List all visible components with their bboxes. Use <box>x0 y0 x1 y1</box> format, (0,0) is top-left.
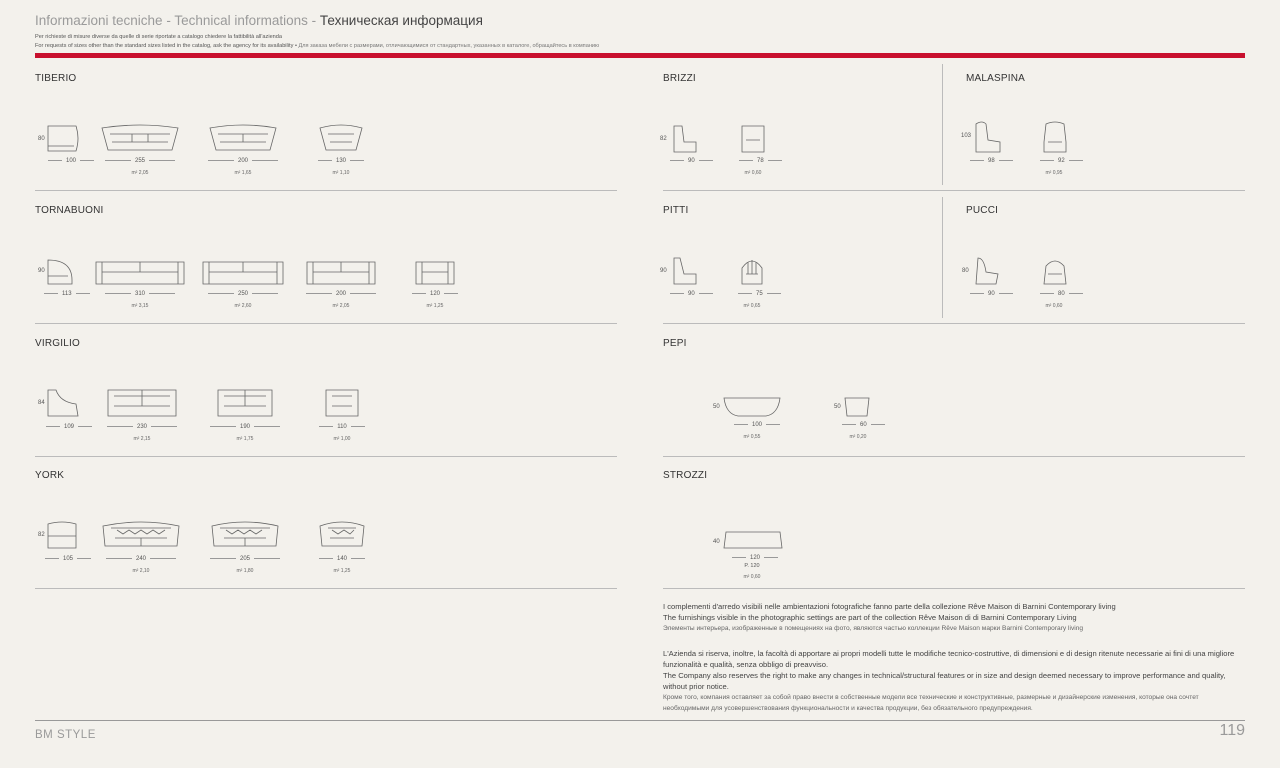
height-dim: 90 <box>660 268 667 274</box>
height-dim: 80 <box>38 136 45 142</box>
tornabuoni-side-drawing <box>46 258 76 286</box>
pepi-table100-drawing <box>722 396 782 418</box>
depth-dim: 105 <box>41 556 83 562</box>
note-en-ru <box>35 43 599 49</box>
virgilio-sofa230-drawing <box>104 388 180 418</box>
depth-dim: 90 <box>966 291 1002 297</box>
area-label: m² 2,60 <box>234 303 252 309</box>
height-dim: 40 <box>713 539 720 545</box>
width-dim: 310 <box>100 291 180 297</box>
area-label: m² 1,80 <box>236 568 254 574</box>
depth-dim: 90 <box>666 291 702 297</box>
height-dim: 103 <box>961 133 972 139</box>
divider <box>35 323 617 324</box>
note-p2-en: The Company also reserves the right to make any changes in technical/structural features or in size and design deemed necessary to improve performance and quality, without prior notice. <box>663 671 1226 691</box>
width-dim: 190 <box>205 424 285 430</box>
height-dim: 82 <box>660 136 667 142</box>
virgilio-armchair-drawing <box>322 388 362 418</box>
york-armchair-drawing <box>318 520 366 550</box>
tornabuoni-sofa250-drawing <box>201 258 285 286</box>
accent-bar <box>35 53 1245 58</box>
area-label: m² 0,65 <box>743 303 761 309</box>
section-title: MALASPINA <box>966 73 1026 84</box>
depth-dim: 109 <box>42 424 84 430</box>
width-dim: 78 <box>735 158 771 164</box>
divider <box>663 323 1245 324</box>
width-dim: 60 <box>838 422 878 428</box>
width-dim: 250 <box>203 291 283 297</box>
divider <box>663 456 1245 457</box>
virgilio-sofa190-drawing <box>214 388 276 418</box>
tiberio-armchair-drawing <box>318 124 364 154</box>
section-title: PEPI <box>663 338 687 349</box>
width-dim: 230 <box>102 424 182 430</box>
width-dim: 200 <box>203 158 283 164</box>
divider <box>35 588 617 589</box>
area-label: m² 0,55 <box>743 434 761 440</box>
divider <box>663 588 1245 589</box>
brizzi-front-drawing <box>740 124 766 154</box>
area-label: m² 1,65 <box>234 170 252 176</box>
depth-dim: 90 <box>666 158 702 164</box>
note-p1-en: The furnishings visible in the photographic settings are part of the collection Rêve Maison di di Barnini Contemporary Living <box>663 613 1077 622</box>
width-dim: 120 <box>405 291 465 297</box>
note-p1-ru: Элементы интерьера, изображенные в помещениях на фото, являются частью коллекции Rêve Maison марки Barnini Contemporary living <box>663 625 1084 632</box>
section-title: BRIZZI <box>663 73 696 84</box>
note-it: Per richieste di misure diverse da quelle di serie riportate a catalogo chiedere la fattibilità all'azienda <box>35 34 283 40</box>
depth-dim: 113 <box>40 291 82 297</box>
area-label: m² 0,20 <box>849 434 867 440</box>
section-title: TIBERIO <box>35 73 77 84</box>
malaspina-side-drawing <box>972 120 1002 154</box>
width-dim: 140 <box>312 556 372 562</box>
brizzi-side-drawing <box>670 124 698 154</box>
title-ru: Техническая информация <box>319 13 483 28</box>
area-label: m² 1,25 <box>333 568 351 574</box>
york-sofa240-drawing <box>101 520 181 550</box>
width-dim: 255 <box>100 158 180 164</box>
depth-label: P. 120 <box>744 563 760 569</box>
divider-vertical <box>942 197 943 318</box>
page-title <box>35 13 483 28</box>
divider <box>663 190 1245 191</box>
section-title: VIRGILIO <box>35 338 80 349</box>
height-dim: 84 <box>38 400 45 406</box>
area-label: m² 0,60 <box>1045 303 1063 309</box>
york-side-drawing <box>46 520 80 550</box>
tiberio-sofa3-drawing <box>100 124 180 154</box>
depth-dim: 100 <box>44 158 86 164</box>
width-dim: 240 <box>101 556 181 562</box>
tornabuoni-sofa310-drawing <box>94 258 186 286</box>
divider <box>35 456 617 457</box>
tiberio-side-drawing <box>46 124 82 154</box>
area-label: m² 3,15 <box>131 303 149 309</box>
york-sofa205-drawing <box>210 520 280 550</box>
pitti-front-drawing <box>740 256 764 286</box>
area-label: m² 1,00 <box>333 436 351 442</box>
height-dim: 90 <box>38 268 45 274</box>
width-dim: 130 <box>311 158 371 164</box>
area-label: m² 0,95 <box>1045 170 1063 176</box>
pucci-side-drawing <box>972 256 1000 286</box>
area-label: m² 1,25 <box>426 303 444 309</box>
height-dim: 50 <box>713 404 720 410</box>
brand-label: BM STYLE <box>35 729 96 741</box>
section-title: STROZZI <box>663 470 708 481</box>
width-dim: 80 <box>1036 291 1072 297</box>
width-dim: 120 <box>728 555 776 561</box>
width-dim: 110 <box>312 424 372 430</box>
note-p1-it: I complementi d'arredo visibili nelle ambientazioni fotografiche fanno parte della collezione Rêve Maison di Barnini Contemporary living <box>663 602 1116 611</box>
tornabuoni-sofa200-drawing <box>305 258 377 286</box>
note-ru: Для заказа мебели с размерами, отличающимися от стандартных, указанных в каталоге, обращайтесь в компанию <box>298 43 600 49</box>
depth-dim: 98 <box>966 158 1002 164</box>
malaspina-front-drawing <box>1042 120 1068 154</box>
width-dim: 92 <box>1036 158 1072 164</box>
page-number: 119 <box>1219 722 1245 739</box>
width-dim: 100 <box>730 422 774 428</box>
section-title: YORK <box>35 470 65 481</box>
area-label: m² 2,05 <box>332 303 350 309</box>
pucci-front-drawing <box>1042 256 1068 286</box>
section-title: PUCCI <box>966 205 999 216</box>
footer-divider <box>35 720 1245 721</box>
area-label: m² 2,10 <box>132 568 150 574</box>
area-label: m² 2,15 <box>133 436 151 442</box>
area-label: m² 0,60 <box>743 574 761 580</box>
area-label: m² 0,60 <box>744 170 762 176</box>
pepi-table60-drawing <box>843 396 871 418</box>
height-dim: 80 <box>962 268 969 274</box>
section-title: PITTI <box>663 205 689 216</box>
note-p2-it: L'Azienda si riserva, inoltre, la facoltà di apportare ai propri modelli tutte le modifiche tecnico-costruttive, di dimensioni e di design ritenute necessarie ai fini di una migliore funzionalità e qualità, senza obbligo di preavviso. <box>663 649 1235 669</box>
area-label: m² 1,75 <box>236 436 254 442</box>
height-dim: 82 <box>38 532 45 538</box>
area-label: m² 1,10 <box>332 170 350 176</box>
height-dim: 50 <box>834 404 841 410</box>
width-dim: 205 <box>205 556 285 562</box>
note-p2-ru: Кроме того, компания оставляет за собой право внести в собственные модели все технические и конструктивные, размерные и дизайнерские изменения, которые она сочтет необходимыми для усовершенствования функциональности и качества продукции, без обязательного предупреждения. <box>663 694 1199 712</box>
title-it-en: Informazioni tecniche - Technical informations - <box>35 13 320 28</box>
tiberio-sofa2-drawing <box>208 124 278 154</box>
width-dim: 75 <box>734 291 770 297</box>
area-label: m² 2,05 <box>131 170 149 176</box>
virgilio-side-drawing <box>46 388 80 418</box>
disclaimer-notes <box>663 601 1243 714</box>
section-title: TORNABUONI <box>35 205 104 216</box>
pitti-side-drawing <box>670 256 698 286</box>
note-en: For requests of sizes other than the standard sizes listed in the catalog, ask the agency for its availability <box>35 43 294 49</box>
tornabuoni-armchair-drawing <box>414 258 456 286</box>
strozzi-bench-drawing <box>722 530 784 550</box>
divider-vertical <box>942 64 943 185</box>
divider <box>35 190 617 191</box>
note-separator: • <box>294 43 297 49</box>
note-spacer <box>663 634 1243 648</box>
width-dim: 200 <box>301 291 381 297</box>
